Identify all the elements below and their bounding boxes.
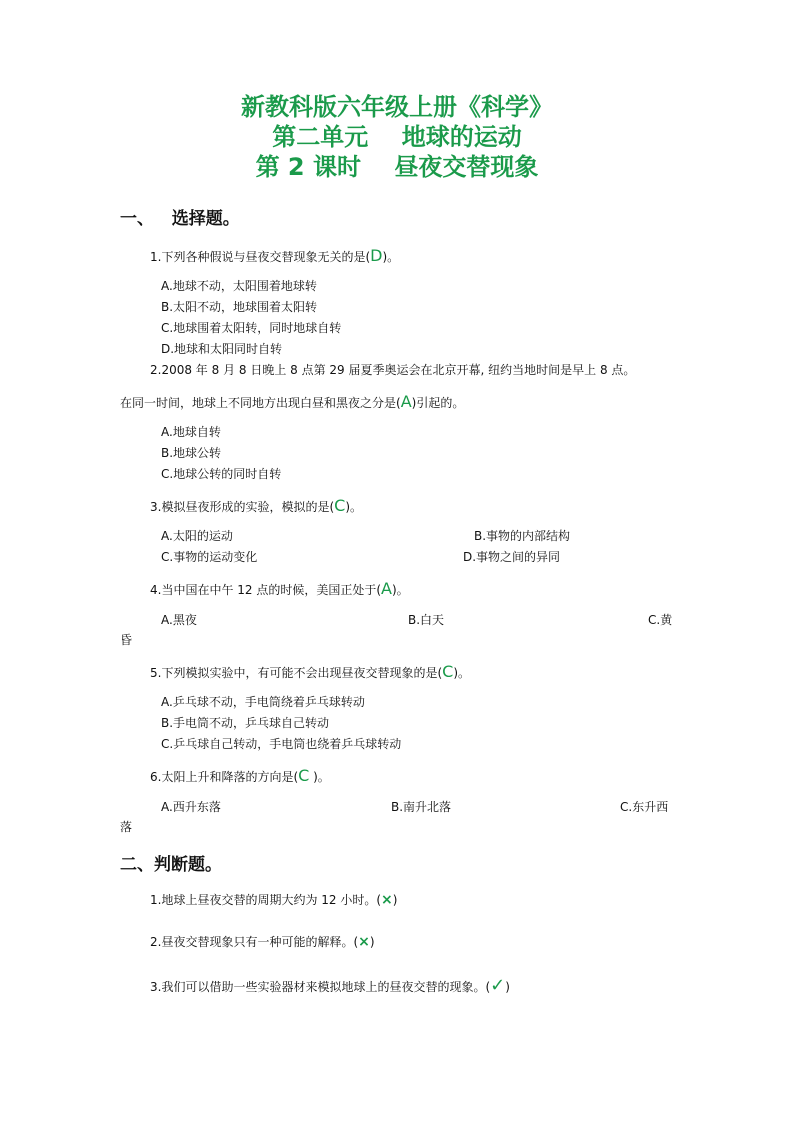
q6-option-b: B.南升北落: [391, 800, 452, 814]
question-6-close: )。: [309, 770, 330, 784]
question-3-text: 3.模拟昼夜形成的实验，模拟的是(: [150, 500, 335, 514]
judge-3-close: ): [505, 980, 510, 994]
question-3: [150, 498, 362, 515]
question-6: [150, 768, 330, 785]
question-3-answer: C: [334, 496, 346, 515]
title-text-1: 新教科版六年级上册《科学》: [241, 93, 553, 121]
judge-3: [150, 975, 510, 996]
question-1-close: )。: [382, 250, 400, 264]
section-heading-judge: 二、判断题。: [120, 855, 222, 875]
question-2-close: )引起的。: [411, 396, 465, 410]
question-5-answer: C: [442, 662, 454, 681]
judge-2-text: 2.昼夜交替现象只有一种可能的解释。(: [150, 935, 359, 949]
title-text-3: 第 2 课时 昼夜交替现象: [255, 153, 539, 181]
q2-option-a: A.地球自转: [161, 425, 221, 439]
cross-icon: ×: [381, 892, 393, 908]
q1-option-c: C.地球围着太阳转，同时地球自转: [161, 321, 342, 335]
title-line-1: [0, 92, 794, 122]
q3-option-a: A.太阳的运动: [161, 529, 233, 543]
q2-option-c: C.地球公转的同时自转: [161, 467, 282, 481]
question-6-answer: C: [298, 766, 310, 785]
q4-option-c: C.黄: [648, 613, 673, 627]
q5-option-a: A.乒乓球不动，手电筒绕着乒乓球转动: [161, 695, 365, 709]
question-2-answer: A: [400, 392, 412, 411]
question-4-close: )。: [391, 583, 409, 597]
title-line-3: [0, 152, 794, 182]
question-2-line-1: 2.2008 年 8 月 8 日晚上 8 点第 29 届夏季奥运会在北京开幕, 纽约当地时间是早上 8 点。: [150, 363, 636, 377]
title-block: [0, 92, 794, 182]
title-line-2: [0, 122, 794, 152]
q1-option-b: B.太阳不动，地球围着太阳转: [161, 300, 318, 314]
judge-1-text: 1.地球上昼夜交替的周期大约为 12 小时。(: [150, 893, 382, 907]
q1-option-d: D.地球和太阳同时自转: [161, 342, 283, 356]
q5-option-c: C.乒乓球自己转动，手电筒也绕着乒乓球转动: [161, 737, 402, 751]
q6-option-a: A.西升东落: [161, 800, 221, 814]
question-4-text: 4.当中国在中午 12 点的时候，美国正处于(: [150, 583, 382, 597]
judge-2: [150, 935, 375, 950]
q3-option-c: C.事物的运动变化: [161, 550, 258, 564]
judge-1: [150, 893, 397, 908]
question-4: [150, 581, 409, 598]
judge-3-text: 3.我们可以借助一些实验器材来模拟地球上的昼夜交替的现象。(: [150, 980, 491, 994]
question-5-close: )。: [453, 666, 470, 680]
question-3-close: )。: [345, 500, 362, 514]
question-2-text: 在同一时间，地球上不同地方出现白昼和黑夜之分是(: [120, 396, 401, 410]
judge-1-close: ): [392, 893, 398, 907]
question-4-answer: A: [381, 579, 392, 598]
title-text-2: 第二单元 地球的运动: [272, 123, 522, 151]
question-5-text: 5.下列模拟实验中，有可能不会出现昼夜交替现象的是(: [150, 666, 443, 680]
q5-option-b: B.手电筒不动，乒乓球自己转动: [161, 716, 330, 730]
q4-option-a: A.黑夜: [161, 613, 197, 627]
section-heading-choice: 一、 选择题。: [120, 209, 240, 229]
check-icon: ✓: [490, 975, 506, 996]
q6-option-c-wrap: 落: [120, 820, 133, 834]
question-1-answer: D: [370, 246, 383, 265]
q2-option-b: B.地球公转: [161, 446, 222, 460]
q3-option-d: D.事物之间的异同: [463, 550, 561, 564]
judge-2-close: ): [369, 935, 375, 949]
q3-option-b: B.事物的内部结构: [474, 529, 571, 543]
q6-option-c: C.东升西: [620, 800, 669, 814]
q1-option-a: A.地球不动，太阳围着地球转: [161, 279, 317, 293]
cross-icon: ×: [358, 934, 370, 950]
question-2-line-2: [120, 394, 464, 411]
q4-option-b: B.白天: [408, 613, 445, 627]
q4-option-c-wrap: 昏: [120, 633, 133, 647]
question-1-text: 1.下列各种假说与昼夜交替现象无关的是(: [150, 250, 371, 264]
question-6-text: 6.太阳上升和降落的方向是(: [150, 770, 299, 784]
question-1: [150, 248, 399, 265]
question-5: [150, 664, 470, 681]
